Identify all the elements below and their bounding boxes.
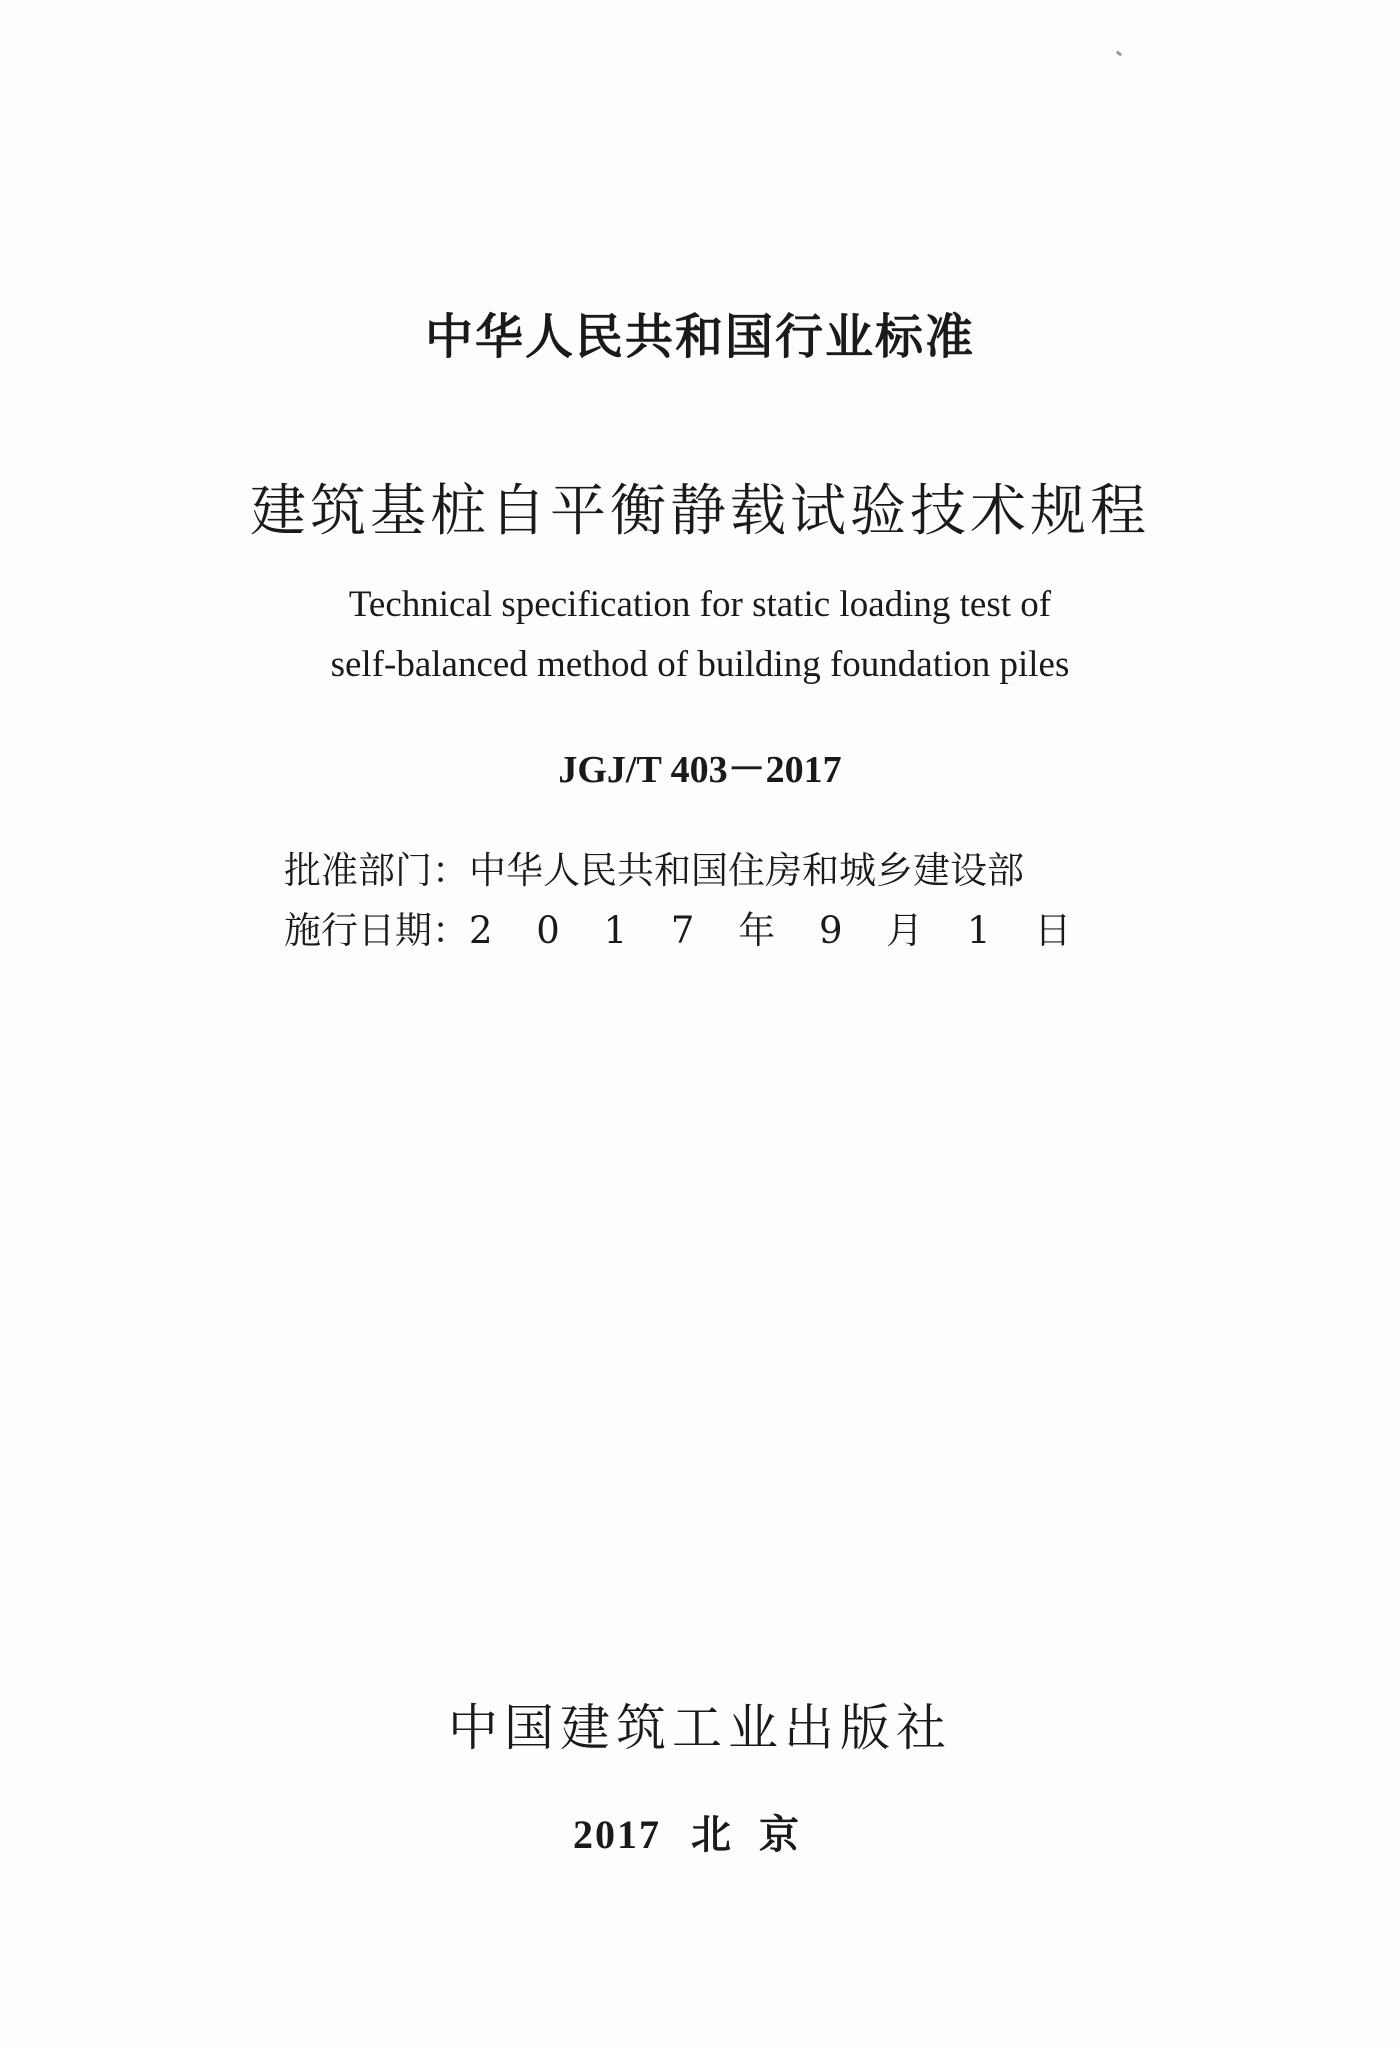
approval-label: 批准部门： [284, 849, 469, 892]
effective-date-value: 2 0 1 7 年 9 月 1 日 [469, 909, 1088, 952]
publication-city: 北京 [691, 1812, 827, 1857]
standard-type-heading: 中华人民共和国行业标准 [424, 309, 975, 365]
effective-label: 施行日期： [284, 909, 469, 952]
effective-date-row [284, 900, 1088, 954]
title-english-line-2: self-balanced method of building foundation piles [330, 644, 1070, 685]
scan-speck [1116, 51, 1123, 57]
publisher-name: 中国建筑工业出版社 [448, 1699, 952, 1757]
publication-year-place [0, 1803, 1400, 1860]
standard-code: JGJ/T 403－2017 [558, 749, 842, 791]
approval-value: 中华人民共和国住房和城乡建设部 [469, 849, 1024, 892]
title-english-line-1: Technical specification for static loading test of [348, 584, 1052, 625]
publication-year: 2017 [573, 1812, 661, 1857]
title-chinese: 建筑基桩自平衡静载试验技术规程 [250, 479, 1150, 544]
approval-row [284, 840, 1084, 894]
